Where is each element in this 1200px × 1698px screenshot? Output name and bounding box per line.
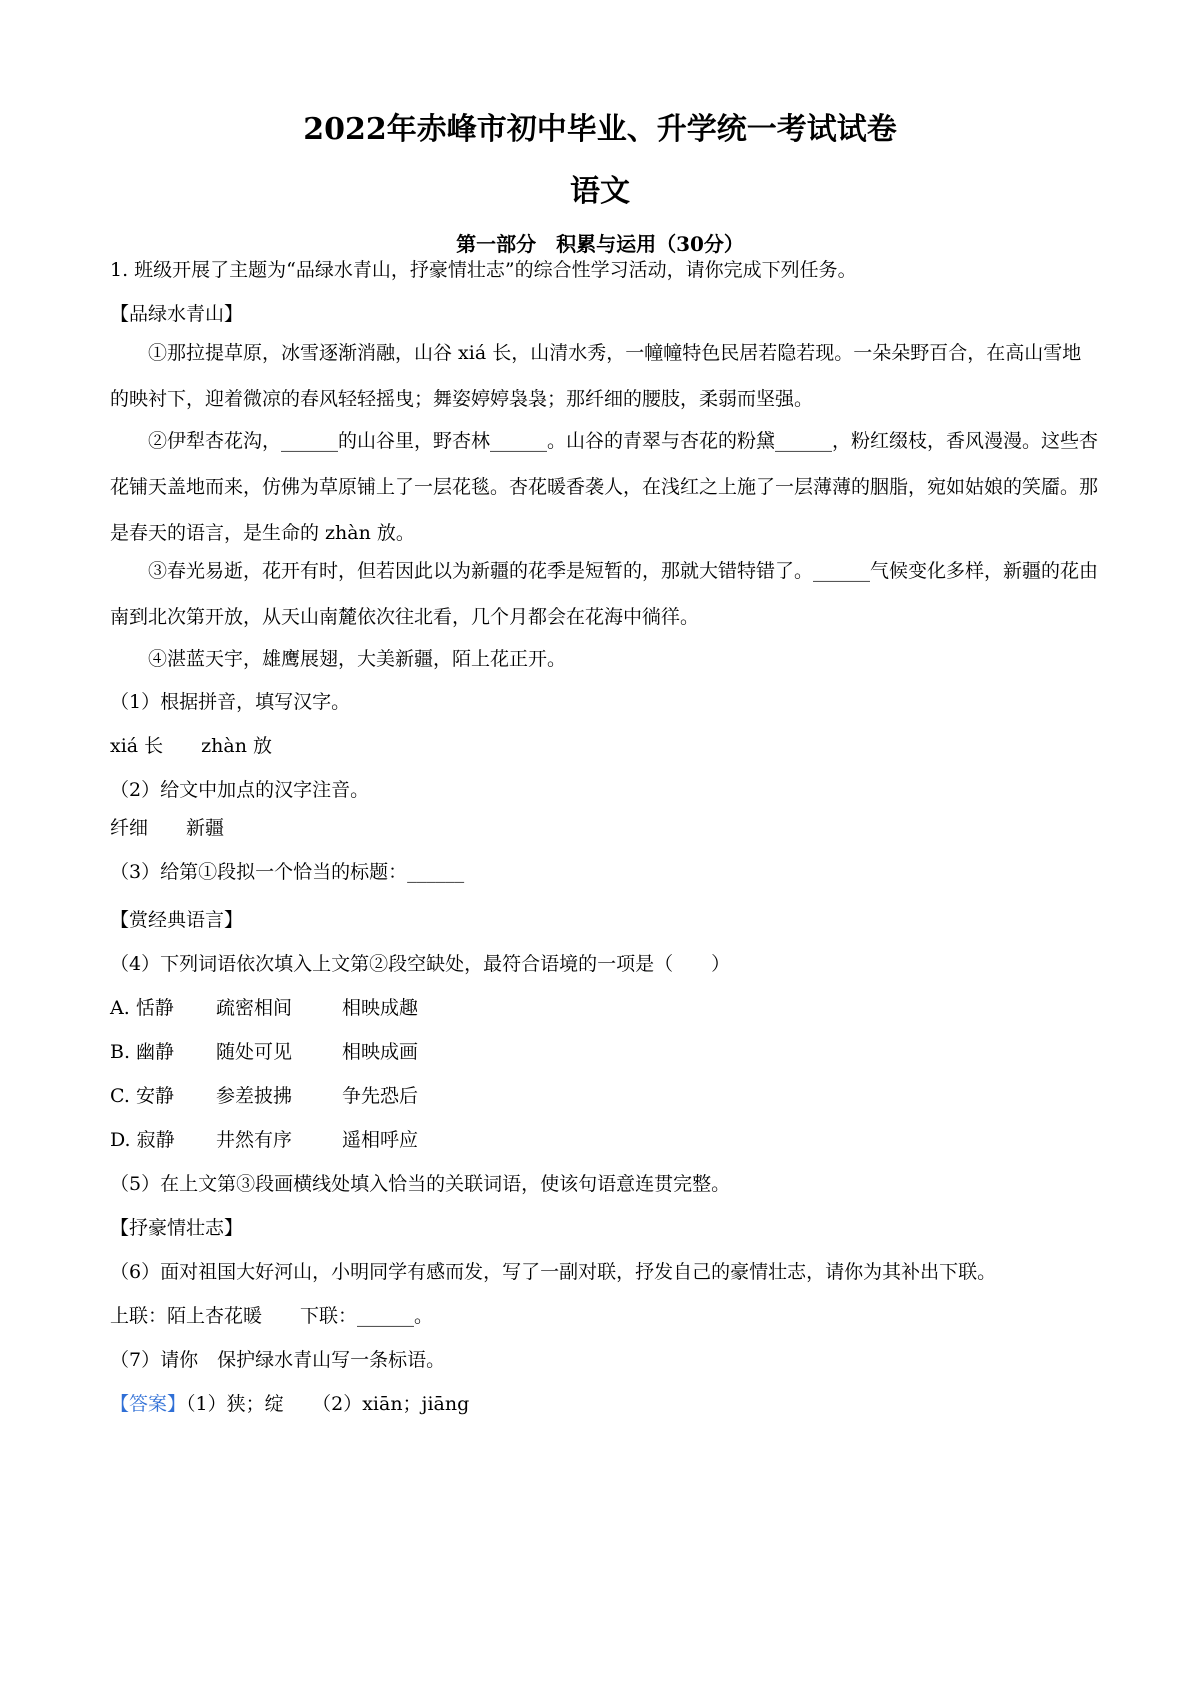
passage-paragraph-4 [110, 636, 1100, 682]
sub-question-7: （7）请你 保护绿水青山写一条标语。 [110, 1349, 446, 1371]
answer-line [110, 1392, 1100, 1416]
question-stem: 1. 班级开展了主题为“品绿水青山，抒豪情壮志”的综合性学习活动，请你完成下列任务。 [110, 259, 857, 281]
sub-question-1: （1）根据拼音，填写汉字。 [110, 691, 351, 713]
sub-question-5: （5）在上文第③段画横线处填入恰当的关联词语，使该句语意连贯完整。 [110, 1173, 731, 1195]
paragraph-4-text: ④湛蓝天宇，雄鹰展翅，大美新疆，陌上花正开。 [148, 648, 567, 670]
passage-paragraph-3 [110, 548, 1100, 640]
couplet-line: 上联：陌上杏花暖 下联：______。 [110, 1305, 434, 1327]
passage-paragraph-1 [110, 330, 1100, 422]
answer-tag: 【答案】 [110, 1393, 187, 1415]
sub-question-2: （2）给文中加点的汉字注音。 [110, 779, 370, 801]
sub-question-4: （4）下列词语依次填入上文第②段空缺处，最符合语境的一项是（ ） [110, 953, 731, 975]
paragraph-3-text: ③春光易逝，花开有时，但若因此以为新疆的花季是短暂的，那就大错特错了。______气候变化多样，新疆的花由南到北次第开放，从天山南麓依次往北看，几个月都会在花海中徜徉。 [110, 560, 1099, 628]
option-b: B. 幽静 随处可见 相映成画 [110, 1041, 419, 1063]
subject-title: 语文 [570, 174, 630, 209]
section-heading-3: 【抒豪情壮志】 [110, 1217, 244, 1239]
passage-paragraph-2 [110, 418, 1100, 556]
section-heading-2: 【赏经典语言】 [110, 909, 244, 931]
paragraph-1-text: ①那拉提草原，冰雪逐渐消融，山谷 xiá 长，山清水秀，一幢幢特色民居若隐若现。一朵朵野百合，在高山雪地的映衬下，迎着微凉的春风轻轻摇曳；舞姿婷婷袅袅；那纤细的腰肢，柔弱而坚强。 [110, 342, 1082, 410]
option-a: A. 恬静 疏密相间 相映成趣 [110, 997, 419, 1019]
part-heading: 第一部分 积累与运用（30分） [456, 232, 744, 256]
sub-question-1-words: xiá 长 zhàn 放 [110, 735, 273, 757]
section-heading-1: 【品绿水青山】 [110, 303, 244, 325]
option-d: D. 寂静 井然有序 遥相呼应 [110, 1129, 419, 1151]
sub-question-3: （3）给第①段拟一个恰当的标题：______ [110, 861, 465, 883]
answer-text: （1）狭；绽 （2）xiān；jiāng [186, 1393, 470, 1415]
option-c: C. 安静 参差披拂 争先恐后 [110, 1085, 419, 1107]
sub-question-6: （6）面对祖国大好河山，小明同学有感而发，写了一副对联，抒发自己的豪情壮志，请你为其补出下联。 [110, 1261, 997, 1283]
exam-title: 2022年赤峰市初中毕业、升学统一考试试卷 [303, 112, 897, 147]
paragraph-2-text: ②伊犁杏花沟，______的山谷里，野杏林______。山谷的青翠与杏花的粉黛______，粉红缀枝，香风漫漫。这些杏花铺天盖地而来，仿佛为草原铺上了一层花毯。杏花暖香袭人，在浅红之上施了一层薄薄的胭脂，宛如姑娘的笑靥。那是春天的语言，是生命的 zhàn 放。 [110, 430, 1099, 544]
sub-question-2-words: 纤细 新疆 [110, 817, 225, 839]
